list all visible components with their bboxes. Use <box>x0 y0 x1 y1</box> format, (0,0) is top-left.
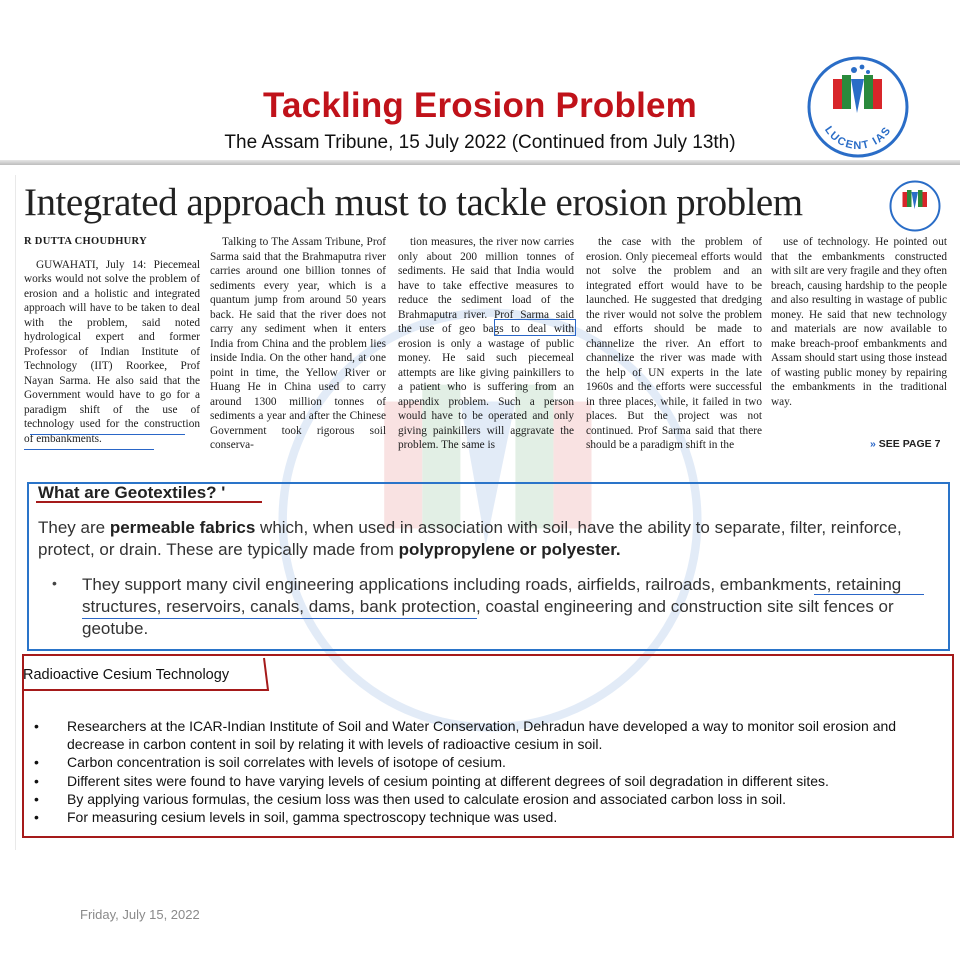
slide-subtitle: The Assam Tribune, 15 July 2022 (Continued from July 13th) <box>224 132 736 153</box>
definition-emphasis: permeable fabrics <box>109 518 256 537</box>
news-column-3 <box>398 235 574 453</box>
list-item: • Researchers at the ICAR-Indian Institute of Soil and Water Conservation, Dehradun have developed a way to monitor soil erosion and decrease in carbon content in soil by relating it with levels of radioactive cesium in soil. <box>34 717 944 753</box>
definition-text: They are <box>38 518 110 537</box>
highlight-underline <box>82 618 477 619</box>
news-column-text: Talking to The Assam Tribune, Prof Sarma said that the Brahmaputra river carries around one billion tonnes of sediments every year, which is a quantum jump from around 50 years back. He said that the river does not carry any sediment when it enters India from China and the problem lies inside India. On the other hand, at one point in time, the Yellow River or Huang He in China used to carry around 1300 million tonnes of sediments a year and after the Chinese Government took rigorous soil conserva- <box>210 236 386 451</box>
see-page-label: SEE PAGE 7 <box>878 438 941 450</box>
heading-underline <box>36 501 262 503</box>
highlight-underline <box>814 594 924 595</box>
news-column-1 <box>24 235 200 446</box>
mini-lucent-logo-icon <box>889 180 941 232</box>
geotextiles-heading: What are Geotextiles? ' <box>38 483 226 502</box>
list-item: • Carbon concentration is soil correlates with levels of isotope of cesium. <box>34 753 944 771</box>
double-chevron-icon: » <box>870 438 876 450</box>
definition-text: which, when used in association with soil, have the ability to separate, filter, reinforce, protect, or drain. These are typically made from <box>38 518 902 559</box>
news-column-5 <box>771 235 947 409</box>
highlight-box <box>494 319 576 336</box>
news-column-text: the case with the problem of erosion. Only piecemeal efforts would not solve the problem and an integrated effort would have to be launched. He suggested that dredging the river would not solve the problem and efforts should be made to channelize the river. An effort to channelize the river was made with the help of UN experts in the late 1960s and the efforts were successful in three places, while, it failed in two places. But the project was not continued. Prof Sarma said that there should be a paradigm shift in the <box>586 236 762 451</box>
news-column-2 <box>210 235 386 453</box>
logo-text: LUCENT IAS <box>822 124 894 153</box>
geotextiles-definition <box>38 517 948 561</box>
list-item: • By applying various formulas, the cesium loss was then used to calculate erosion and associated carbon loss in soil. <box>34 790 944 808</box>
slide-title: Tackling Erosion Problem <box>263 86 697 125</box>
lucent-ias-logo-icon <box>806 55 910 159</box>
header-divider <box>0 160 960 165</box>
news-column-text: tion measures, the river now carries only about 200 million tonnes of sediments. He said that India would have to take effective measures to reduce the sediment load of the Brahmaputra river. Prof Sarma said the use of geo bags to deal with erosion is only a wastage of public money. He said such piecemeal attempts are like giving painkillers to a patient who is suffering from an appendix problem. Such a person would have to be operated and only giving painkillers will aggravate the problem. The same is <box>398 236 574 451</box>
news-column-text: GUWAHATI, July 14: Piecemeal works would not solve the problem of erosion and a holistic and integrated approach will have to be taken to deal with the problem, said noted hydrological expert and former Professor of Indian Institute of Technology (IIT) Roorkee, Prof Nayan Sarma. He also said that the Government would have to go for a paradigm shift of the use of technology used for the construction of embankments. <box>24 258 200 445</box>
list-item: • For measuring cesium levels in soil, gamma spectroscopy technique was used. <box>34 808 944 826</box>
highlight-underline <box>24 449 154 450</box>
cesium-list <box>34 717 944 826</box>
news-byline: R DUTTA CHOUDHURY <box>24 236 147 247</box>
bullet-icon: • <box>52 575 57 591</box>
highlight-underline <box>30 434 185 435</box>
see-page-link[interactable] <box>870 438 940 450</box>
news-column-4 <box>586 235 762 453</box>
footer-date: Friday, July 15, 2022 <box>80 907 200 922</box>
list-item: • Different sites were found to have varying levels of cesium pointing at different degrees of soil degradation in different sites. <box>34 772 944 790</box>
geotextiles-applications: They support many civil engineering applications including roads, airfields, railroads, embankments, retaining structures, reservoirs, canals, dams, bank protection, coastal engineering and construction site silt fences or geotube. <box>82 575 902 638</box>
definition-emphasis: polypropylene or polyester. <box>398 540 621 559</box>
cesium-title: Radioactive Cesium Technology <box>23 667 230 683</box>
news-column-text: use of technology. He pointed out that the embankments constructed with silt are very fragile and they often breach, causing hardship to the people and also resulting in wastage of public money. He said that new technology and materials are now available to make breach-proof embankments and Assam should start using those instead of wasting public money by repairing the embankments in the traditional way. <box>771 236 947 408</box>
news-headline: Integrated approach must to tackle erosion problem <box>24 181 803 224</box>
